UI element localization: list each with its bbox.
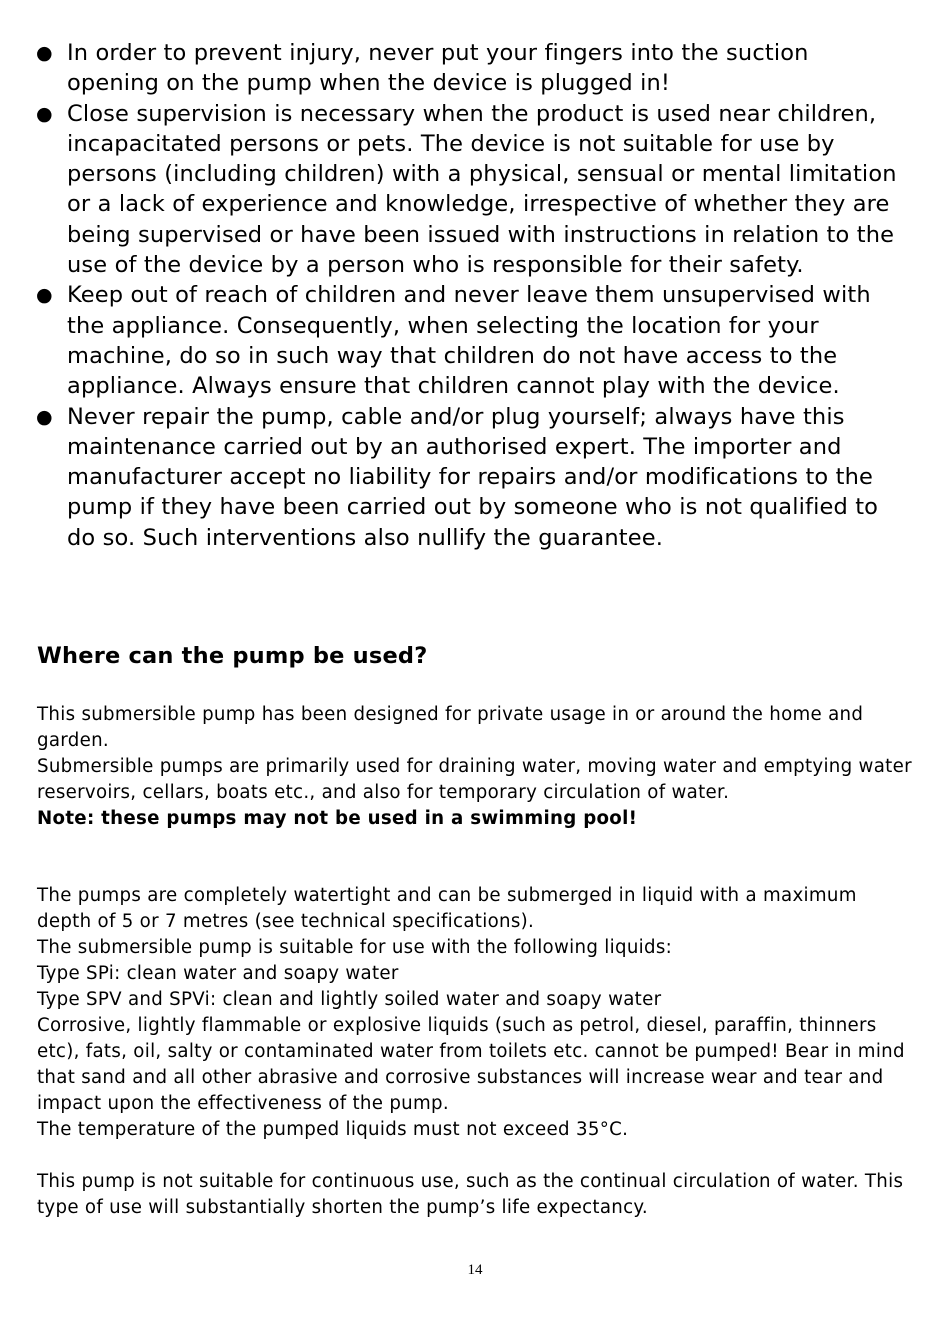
continuous-use-paragraph: This pump is not suitable for continuous use, such as the continual circulation of water. This type of use will substantially shorten the pump’s life expectancy. — [37, 1171, 904, 1218]
purpose-paragraph: Submersible pumps are primarily used for draining water, moving water and emptying water reservoirs, cellars, boats etc., and also for temporary circulation of water. — [37, 756, 912, 803]
list-item — [36, 402, 906, 553]
temperature-line: The temperature of the pumped liquids must not exceed 35°C. — [37, 1119, 629, 1140]
bullet-icon: ● — [36, 405, 53, 428]
safety-bullet-list — [36, 38, 906, 553]
bullet-text: Close supervision is necessary when the product is used near children, incapacitated persons or pets. The device is not suitable for use by persons (including children) with a physical, sensual or mental limitation or a lack of experience and knowledge, irrespective of whether they are being supervised or have been issued with instructions in relation to the use of the device by a person who is responsible for their safety. — [67, 100, 897, 279]
type-spv-line: Type SPV and SPVi: clean and lightly soiled water and soapy water — [37, 989, 662, 1010]
bullet-text: In order to prevent injury, never put your fingers into the suction opening on the pump when the device is plugged in! — [67, 40, 809, 97]
continuous-use-block — [37, 1169, 917, 1221]
swimming-pool-note: Note: these pumps may not be used in a swimming pool! — [37, 808, 638, 829]
section-heading: Where can the pump be used? — [37, 643, 428, 669]
bullet-icon: ● — [36, 102, 53, 125]
usage-paragraph: This submersible pump has been designed for private usage in or around the home and garden. — [37, 704, 864, 751]
bullet-text: Keep out of reach of children and never leave them unsupervised with the appliance. Consequently, when selecting the location for your machine, do so in such way that children do not have access to the appliance. Always ensure that children cannot play with the device. — [67, 282, 871, 400]
list-item — [36, 280, 906, 401]
bullet-icon: ● — [36, 284, 53, 307]
bullet-text: Never repair the pump, cable and/or plug yourself; always have this maintenance carried out by an authorised expert. The importer and manufacturer accept no liability for repairs and/or modifications to the pump if they have been carried out by someone who is not qualified to do so. Such interventions also nullify the guarantee. — [67, 403, 879, 551]
page-number: 14 — [467, 1262, 483, 1278]
type-spi-line: Type SPi: clean water and soapy water — [37, 963, 399, 984]
list-item — [36, 38, 906, 99]
not-pumpable-paragraph: Corrosive, lightly flammable or explosive liquids (such as petrol, diesel, paraffin, thinners etc), fats, oil, salty or contaminated water from toilets etc. cannot be pumped! Bear in mind that sand and all other abrasive and corrosive substances will increase wear and tear and impact upon the effectiveness of the pump. — [37, 1015, 905, 1114]
liquids-block — [37, 883, 917, 1143]
bullet-icon: ● — [36, 42, 53, 64]
liquids-intro: The submersible pump is suitable for use with the following liquids: — [37, 937, 673, 958]
watertight-paragraph: The pumps are completely watertight and can be submerged in liquid with a maximum depth of 5 or 7 metres (see technical specifications). — [37, 885, 857, 932]
list-item — [36, 99, 906, 281]
usage-block — [37, 702, 917, 832]
